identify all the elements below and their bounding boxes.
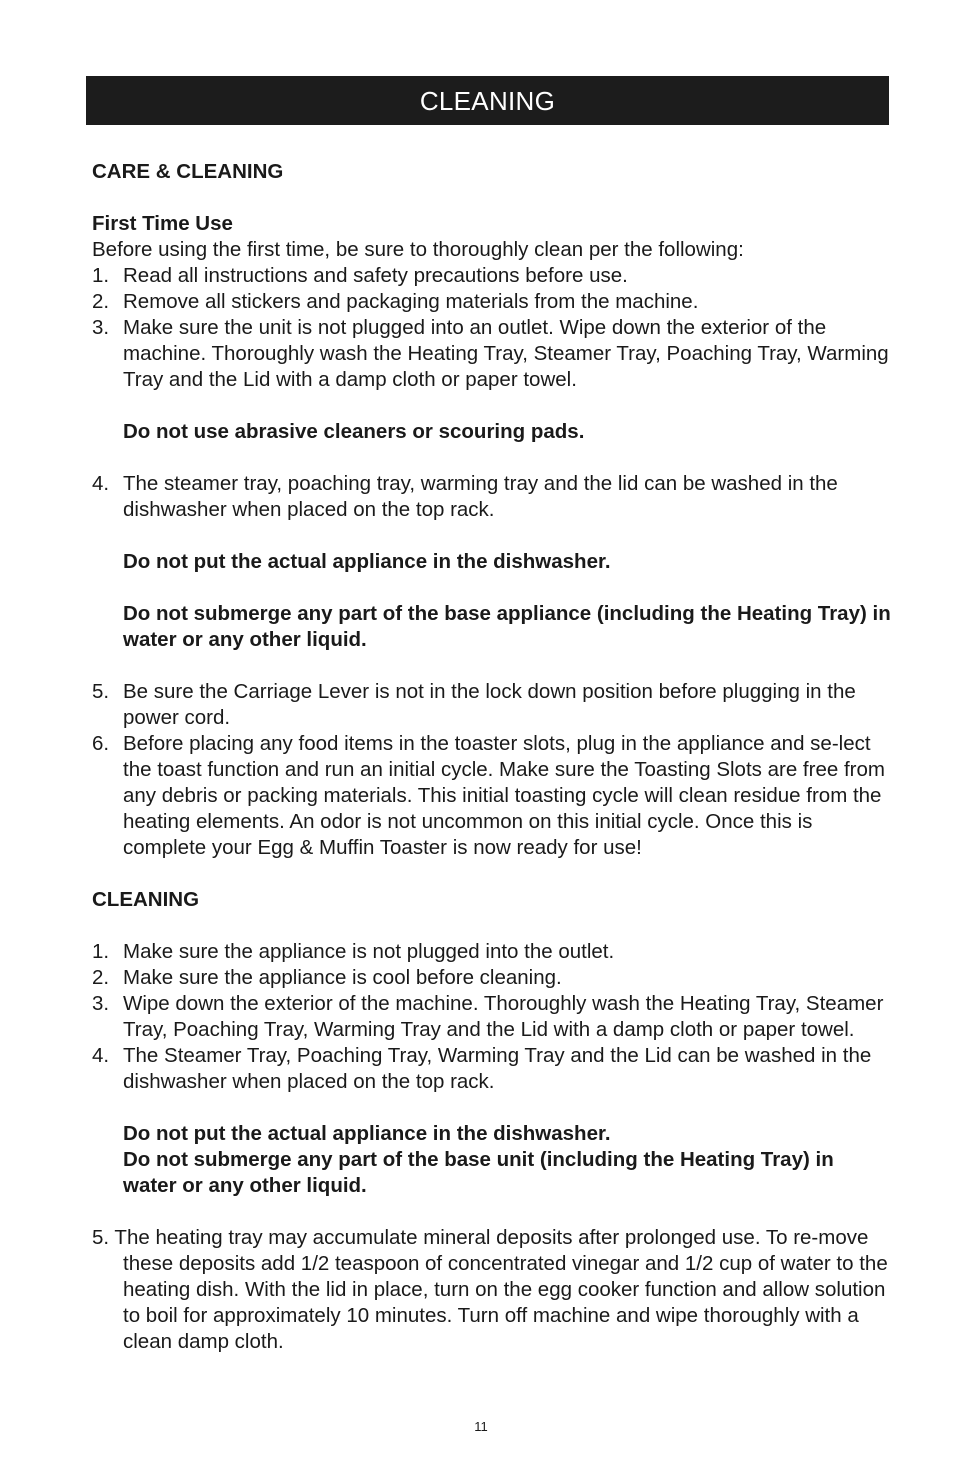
item-text: The steamer tray, poaching tray, warming tray and the lid can be washed in the dishwasher when placed on the top rack. <box>123 472 838 521</box>
list-item <box>92 939 892 965</box>
item-text: Make sure the appliance is not plugged into the outlet. <box>123 940 615 963</box>
warning-submerge: Do not submerge any part of the base appliance (including the Heating Tray) in water or any other liquid. <box>123 602 891 651</box>
cleaning-heading: CLEANING <box>92 888 200 911</box>
item-number: 4. <box>92 472 110 495</box>
list-item <box>92 315 892 393</box>
item-text: Read all instructions and safety precautions before use. <box>123 264 628 287</box>
item-number: 6. <box>92 732 110 755</box>
care-cleaning-heading: CARE & CLEANING <box>92 160 284 183</box>
item-number: 2. <box>92 966 110 989</box>
list-item <box>92 679 892 731</box>
list-item <box>92 471 892 523</box>
list-item <box>92 1043 892 1095</box>
section-title-banner <box>86 76 889 125</box>
list-item <box>92 731 892 861</box>
item-number: 3. <box>92 316 110 339</box>
warning-dishwasher-2: Do not put the actual appliance in the dishwasher. <box>123 1122 611 1145</box>
item-text: Before placing any food items in the toaster slots, plug in the appliance and se-lect the toast function and run an initial cycle. Make sure the Toasting Slots are free from any debris or packing materials. This initial toasting cycle will clean residue from the heating elements. An odor is not uncommon on this initial cycle. Once this is complete your Egg & Muffin Toaster is now ready for use! <box>123 732 885 859</box>
page-number: 11 <box>474 1419 488 1434</box>
item-number: 1. <box>92 264 110 287</box>
item-number: 2. <box>92 290 110 313</box>
warning-submerge-2: Do not submerge any part of the base unit (including the Heating Tray) in water or any other liquid. <box>123 1148 834 1197</box>
page-content <box>92 159 892 1355</box>
warning-dishwasher: Do not put the actual appliance in the dishwasher. <box>123 550 611 573</box>
item-text: The Steamer Tray, Poaching Tray, Warming Tray and the Lid can be washed in the dishwasher when placed on the top rack. <box>123 1044 872 1093</box>
item-text: Remove all stickers and packaging materials from the machine. <box>123 290 699 313</box>
list-item <box>92 965 892 991</box>
list-item <box>92 263 892 289</box>
item-number: 4. <box>92 1044 110 1067</box>
item-text: Make sure the appliance is cool before cleaning. <box>123 966 562 989</box>
first-time-intro: Before using the first time, be sure to thoroughly clean per the following: <box>92 238 744 261</box>
item-number: 3. <box>92 992 110 1015</box>
warning-abrasive: Do not use abrasive cleaners or scouring pads. <box>123 420 585 443</box>
item-number: 1. <box>92 940 110 963</box>
list-item <box>92 289 892 315</box>
first-time-use-heading: First Time Use <box>92 212 233 235</box>
item-text: Be sure the Carriage Lever is not in the lock down position before plugging in the power cord. <box>123 680 856 729</box>
section-title: CLEANING <box>419 85 556 116</box>
item-number: 5. <box>92 680 110 703</box>
item-text: Wipe down the exterior of the machine. Thoroughly wash the Heating Tray, Steamer Tray, Poaching Tray, Warming Tray and the Lid with a damp cloth or paper towel. <box>123 992 884 1041</box>
item-text: Make sure the unit is not plugged into an outlet. Wipe down the exterior of the machine. Thoroughly wash the Heating Tray, Steamer Tray, Poaching Tray, Warming Tray and the Lid with a damp cloth or paper towel. <box>123 316 889 391</box>
list-item <box>92 991 892 1043</box>
cleaning-item-5: 5. The heating tray may accumulate mineral deposits after prolonged use. To re-move these deposits add 1/2 teaspoon of concentrated vinegar and 1/2 cup of water to the heating dish. With the lid in place, turn on the egg cooker function and allow solution to boil for approximately 10 minutes. Turn off machine and wipe thoroughly with a clean damp cloth. <box>92 1226 888 1353</box>
